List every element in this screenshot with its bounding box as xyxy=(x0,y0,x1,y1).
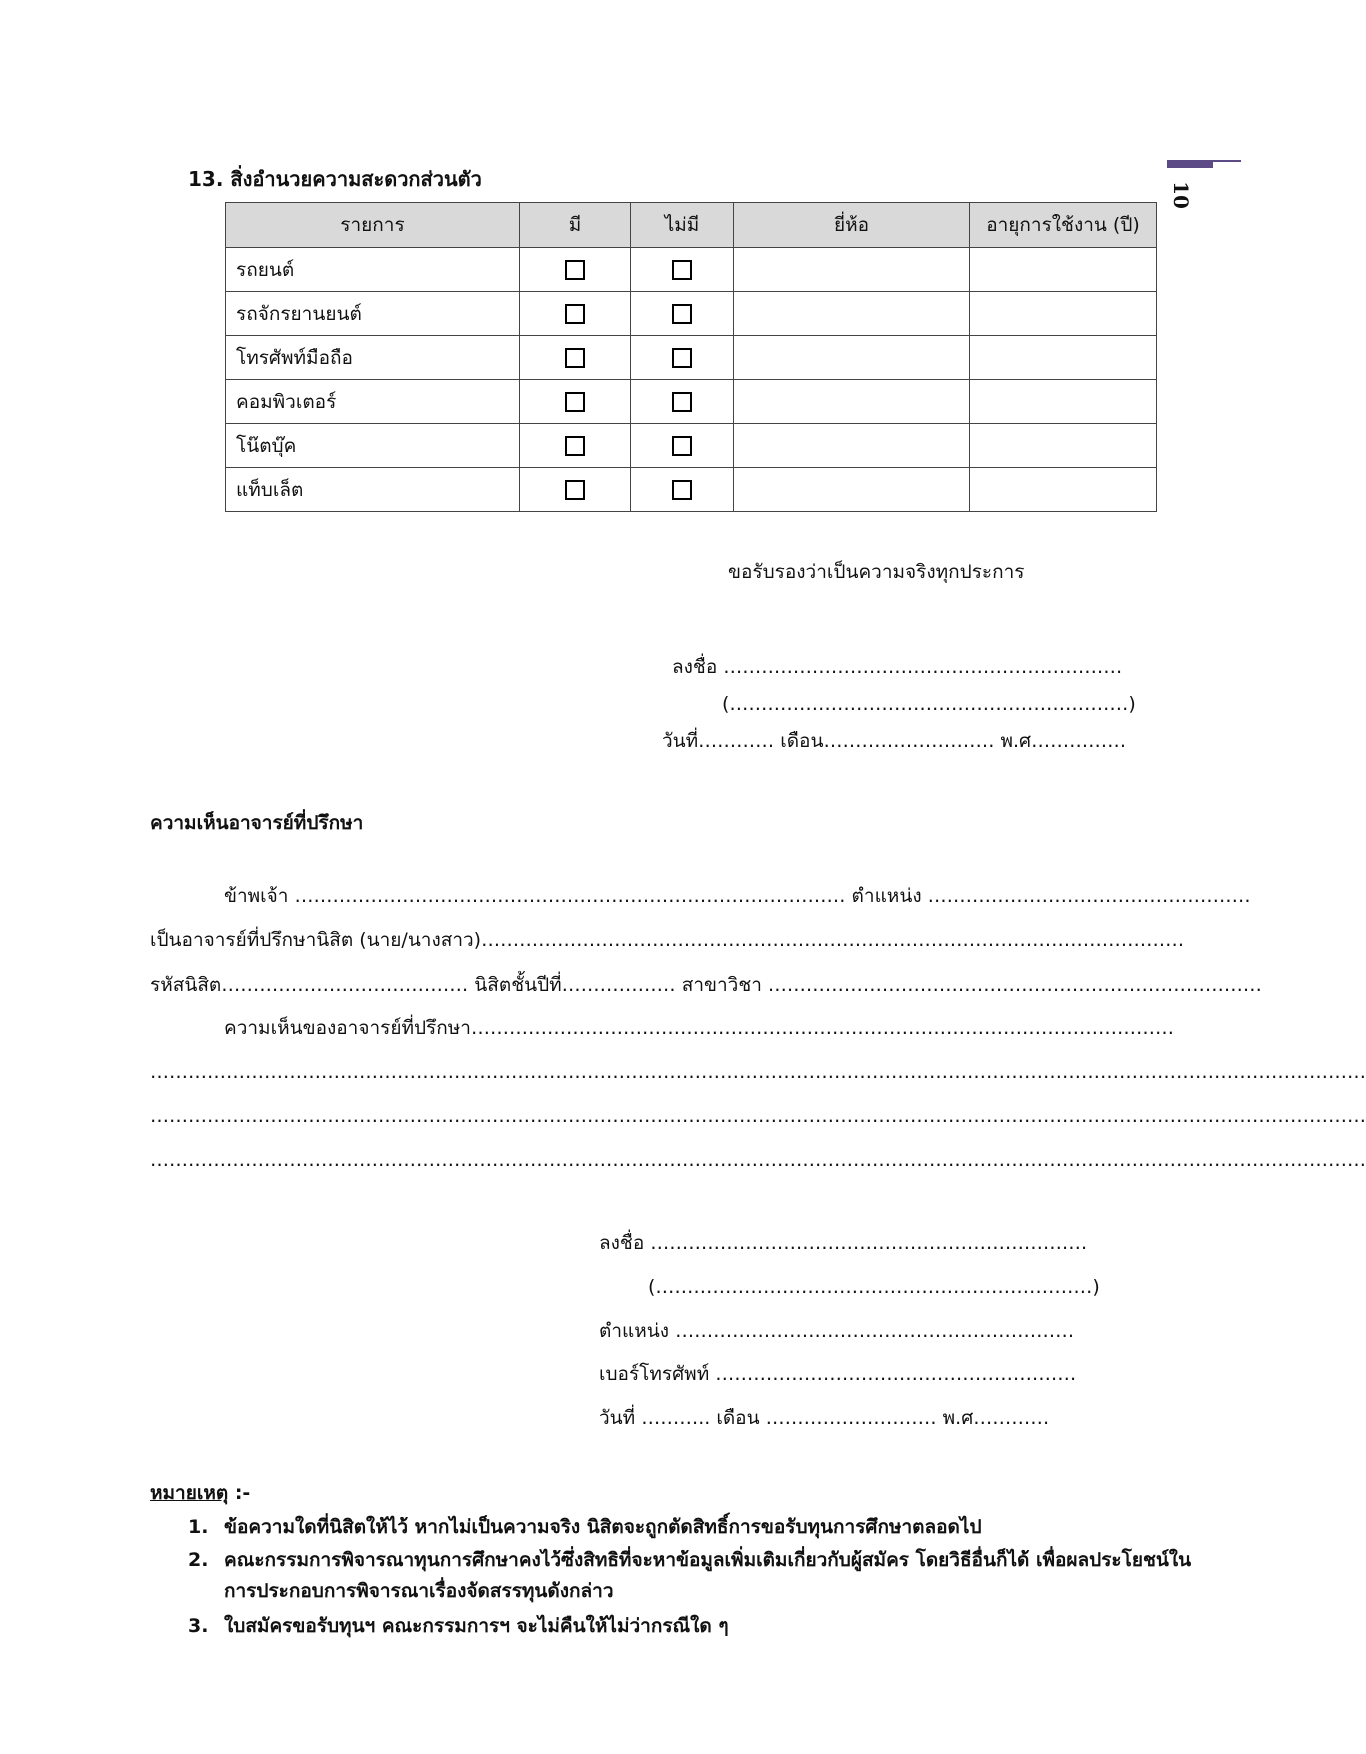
note-item xyxy=(188,1548,1191,1572)
table-row xyxy=(226,424,1157,468)
col-header-brand: ยี่ห้อ xyxy=(734,203,970,248)
item-name: รถจักรยานยนต์ xyxy=(226,292,520,336)
opinion-blank-line[interactable]: ………………………………………………………………………………………………………………………………………………………………………… xyxy=(150,1149,1366,1171)
age-cell[interactable] xyxy=(970,380,1157,424)
has-not-checkbox[interactable] xyxy=(672,348,692,368)
age-cell[interactable] xyxy=(970,336,1157,380)
has-not-checkbox[interactable] xyxy=(672,304,692,324)
has-checkbox[interactable] xyxy=(565,392,585,412)
table-header-row xyxy=(226,203,1157,248)
opinion-blank-line[interactable]: ………………………………………………………………………………………………………………………………………………………………………… xyxy=(150,1105,1366,1127)
advisor-sign-line[interactable]: ลงชื่อ …………………………………………………………… xyxy=(599,1232,1088,1254)
student-id-line[interactable]: รหัสนิสิต………………………………… นิสิตชั้นปีที่……………… สาขาวิชา …………………………………………………………………… xyxy=(150,974,1262,996)
col-header-item: รายการ xyxy=(226,203,520,248)
brand-cell[interactable] xyxy=(734,336,970,380)
student-name-line[interactable]: เป็นอาจารย์ที่ปรึกษานิสิต (นาย/นางสาว)………………………………………………………………………………………………… xyxy=(150,929,1185,951)
advisor-date-line[interactable]: วันที่ ……….. เดือน ……………………… พ.ศ………… xyxy=(599,1407,1050,1429)
age-cell[interactable] xyxy=(970,248,1157,292)
notes-heading-suffix: :- xyxy=(228,1482,251,1504)
brand-cell[interactable] xyxy=(734,248,970,292)
applicant-name-line[interactable]: (………………………………………………………) xyxy=(722,693,1136,715)
age-cell[interactable] xyxy=(970,468,1157,512)
brand-cell[interactable] xyxy=(734,468,970,512)
note-text: ใบสมัครขอรับทุนฯ คณะกรรมการฯ จะไม่คืนให้ไม่ว่ากรณีใด ๆ xyxy=(224,1615,729,1637)
brand-cell[interactable] xyxy=(734,292,970,336)
col-header-has-not: ไม่มี xyxy=(631,203,734,248)
item-name: แท็บเล็ต xyxy=(226,468,520,512)
note-number: 2. xyxy=(188,1549,209,1571)
has-checkbox[interactable] xyxy=(565,348,585,368)
has-checkbox[interactable] xyxy=(565,260,585,280)
has-checkbox[interactable] xyxy=(565,436,585,456)
note-item xyxy=(188,1515,982,1539)
table-row xyxy=(226,468,1157,512)
has-not-checkbox[interactable] xyxy=(672,436,692,456)
notes-heading-label: หมายเหตุ xyxy=(150,1482,229,1504)
advisor-phone-line[interactable]: เบอร์โทรศัพท์ ………………………………………………… xyxy=(599,1363,1077,1385)
item-name: คอมพิวเตอร์ xyxy=(226,380,520,424)
has-not-checkbox[interactable] xyxy=(672,260,692,280)
page-number: 10 xyxy=(1169,181,1193,209)
note-text: ข้อความใดที่นิสิตให้ไว้ หากไม่เป็นความจริง นิสิตจะถูกตัดสิทธิ์การขอรับทุนการศึกษาตลอดไป xyxy=(224,1516,982,1538)
note-item xyxy=(188,1614,729,1638)
notes-heading xyxy=(150,1481,250,1505)
advisor-heading: ความเห็นอาจารย์ที่ปรึกษา xyxy=(150,812,364,834)
advisor-name-line[interactable]: ข้าพเจ้า …………………………………………………………………………… ตำแหน่ง …………………………………………… xyxy=(224,885,1251,907)
certify-statement: ขอรับรองว่าเป็นความจริงทุกประการ xyxy=(728,561,1025,583)
has-not-checkbox[interactable] xyxy=(672,392,692,412)
table-row xyxy=(226,248,1157,292)
note-text: คณะกรรมการพิจารณาทุนการศึกษาคงไว้ซึ่งสิทธิที่จะหาข้อมูลเพิ่มเติมเกี่ยวกับผู้สมัคร โดยวิธีอื่นก็ได้ เพื่อผลประโยชน์ใน xyxy=(224,1549,1192,1571)
advisor-name-paren-line[interactable]: (……………………………………………………………) xyxy=(648,1276,1100,1298)
note-text-continuation: การประกอบการพิจารณาเรื่องจัดสรรทุนดังกล่าว xyxy=(224,1580,614,1602)
table-row xyxy=(226,336,1157,380)
item-name: โน๊ตบุ๊ค xyxy=(226,424,520,468)
opinion-blank-line[interactable]: ………………………………………………………………………………………………………………………………………………………………………… xyxy=(150,1061,1366,1083)
amenities-table xyxy=(225,202,1157,512)
applicant-date-line[interactable]: วันที่………… เดือน……………………… พ.ศ…………… xyxy=(662,730,1127,752)
col-header-has: มี xyxy=(520,203,631,248)
col-header-age: อายุการใช้งาน (ปี) xyxy=(970,203,1157,248)
has-checkbox[interactable] xyxy=(565,304,585,324)
brand-cell[interactable] xyxy=(734,380,970,424)
applicant-sign-line[interactable]: ลงชื่อ ……………………………………………………… xyxy=(672,656,1123,678)
has-not-checkbox[interactable] xyxy=(672,480,692,500)
has-checkbox[interactable] xyxy=(565,480,585,500)
age-cell[interactable] xyxy=(970,292,1157,336)
section-title: 13. สิ่งอำนวยความสะดวกส่วนตัว xyxy=(188,167,482,191)
table-row xyxy=(226,292,1157,336)
note-number: 3. xyxy=(188,1615,209,1637)
item-name: โทรศัพท์มือถือ xyxy=(226,336,520,380)
page-tab-bar xyxy=(1167,160,1213,168)
brand-cell[interactable] xyxy=(734,424,970,468)
note-number: 1. xyxy=(188,1516,209,1538)
advisor-opinion-line[interactable]: ความเห็นของอาจารย์ที่ปรึกษา………………………………………………………………………………………………… xyxy=(224,1017,1174,1039)
item-name: รถยนต์ xyxy=(226,248,520,292)
page-tab-line xyxy=(1213,160,1241,162)
table-row xyxy=(226,380,1157,424)
advisor-position-line[interactable]: ตำแหน่ง ……………………………………………………… xyxy=(599,1320,1075,1342)
age-cell[interactable] xyxy=(970,424,1157,468)
